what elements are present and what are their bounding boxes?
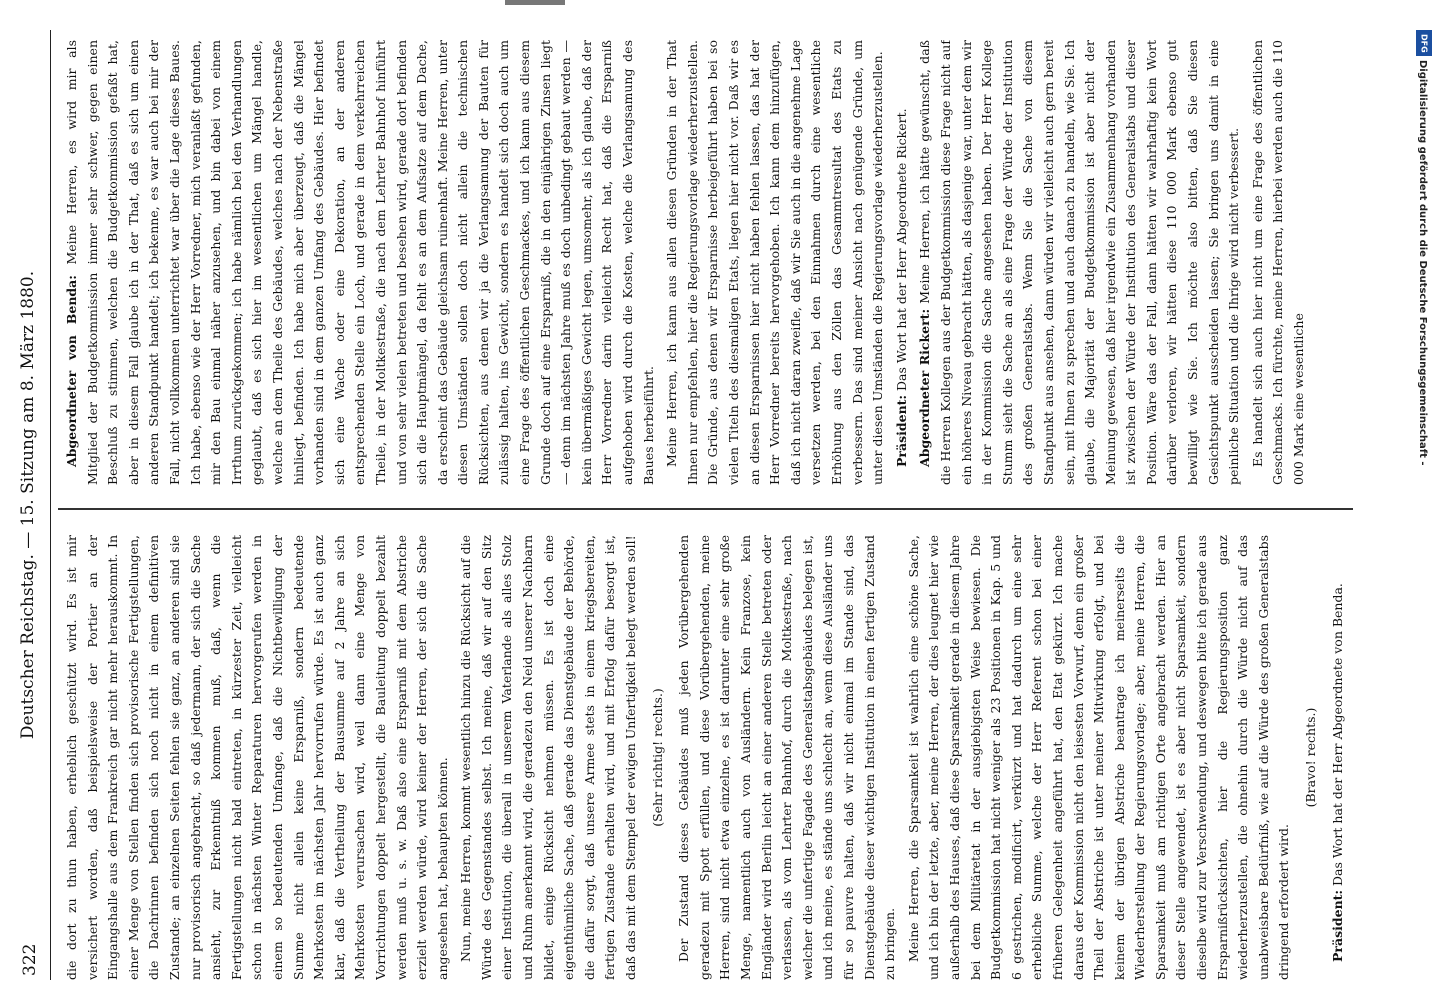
dfg-logo: DFG [1416,30,1432,56]
speaker-text: Das Wort hat der Herr Abgeordnete von Benda. [1329,583,1345,886]
paragraph: die dort zu thun haben, erheblich geschützt wird. Es ist mir versichert worden, daß beispielsweise der Portier an der Eingangshalle aus dem Frankreich gar nicht mehr herauskommt. In einer Menge von Stellen finden sich provisorische Fertigstellungen, die Dachrinnen befinden sich noch nicht in einem definitiven Zustande; an einzelnen Seiten fehlen sie ganz, an anderen sind sie nur provisorisch angebracht, so daß jedermann, der sich die Sache ansieht, zur Erkenntniß kommen muß, daß, wenn die Fertigstellungen nicht bald eintreten, in kürzester Zeit, vielleicht schon in nächsten Winter Reparaturen hervorgerufen werden in einem so bedeutenden Umfange, daß die Nichtbewilligung der Summe nicht allein keine Ersparniß, sondern bedeutende Mehrkosten im nächsten Jahr hervorrufen würde. Es ist auch ganz klar, daß die Vertheilung der Bausumme auf 2 Jahre an sich Mehrkosten verursachen wird, weil dann eine Menge von Vorrichtungen doppelt hergestellt, die Bauleitung doppelt bezahlt werden muß u. s. w. Daß also eine Ersparniß mit dem Abstriche erzielt werden würde, wird keiner der Herren, der sich die Sache angesehen hat, behaupten können. [64,535,450,980]
speaker-label: Abgeordneter von Benda: [64,275,79,467]
paragraph: Es handelt sich auch hier nicht um eine Frage des öffentlichen Geschmacks. Ich fürchte, meine Herren, hierbei werden auch die 110 000 Mark eine wesentliche [1249,40,1307,485]
interjection: (Bravo! rechts.) [1303,707,1319,808]
interjection: (Sehr richtig! rechts.) [649,688,665,827]
paragraph: Meine Herren, die Sparsamkeit ist wahrlich eine schöne Sache, und ich bin der letzte, aber, meine Herren, der dies leugnet hier wie außerhalb des Hauses, daß diese Sparsamkeit gerade in diesem Jahre bei dem Militäretat in der ausgiebigsten Weise bewiesen. Die Budgetkommission hat nicht weniger als 23 Positionen in Kap. 5 und 6 gestrichen, modificirt, verkürzt und hat dadurch um eine sehr erhebliche Summe, welche der Herr Referent schon bei einer früheren Gelegenheit angeführt hat, den Etat gekürzt. Ich mache daraus der Kommission nicht den leisesten Vorwurf, denn ein großer Theil der Abstriche ist unter meiner Mitwirkung erfolgt, und bei keinem der übrigen Abstriche beantrage ich meinerseits die Wiederherstellung der Regierungsvorlage; aber, meine Herren, die Sparsamkeit muß am richtigen Orte angebracht werden. Hier an dieser Stelle angewendet, ist es aber nicht Sparsamkeit, sondern dieselbe wird zur Verschwendung, und deswegen bitte ich gerade aus Ersparnißrücksichten, hier die Regierungsposition ganz wiederherzustellen, die ohnehin durch die Würde nicht auf das unabweisbare Bedürfniß, wie auf die Würde des großen Generalstabs dringend erfordert wird. [905,535,1292,980]
paragraph: Nun, meine Herren, kommt wesentlich hinzu die Rücksicht auf die Würde des Gegenstandes selbst. Ich meine, daß wir auf den Sitz einer Institution, die überall in unserem Vaterlande als alles Stolz und Ruhm anerkannt wird, die geradezu den Neid unserer Nachbarn bildet, einige Rücksicht nehmen müssen. Es ist doch eine eigenthümliche Sache, daß gerade das Dienstgebäude der Behörde, die dafür sorgt, daß unsere Armee stets in einem kriegsbereiten, fertigen Zustande erhalten wird, und mit Erfolg dafür besorgt ist, daß das mit dem Stempel der ewigen Unfertigkeit belegt werden soll! [458,535,639,980]
column-divider [58,509,1353,511]
right-column [62,40,1352,485]
speaker-label: Präsident: [893,394,909,467]
rotated-page [10,30,1380,980]
page-header [10,30,51,980]
left-column [62,535,1352,980]
speaker-label: Präsident: [1329,889,1345,962]
speaker-text: Meine Herren, es wird mir als Mitglied der Budgetkommission immer sehr schwer, gegen einen Beschluß zu stimmen, welchen die Budgetkommission gefaßt hat, aber in diesem Fall glaube ich in der That, daß es sich um einen anderen Standpunkt handelt; ich bekenne, es war auch bei mir der Fall, nicht vollkommen unterrichtet war über die Lage dieses Baues. Ich habe, ebenso wie der Herr Vorredner, mich veranlaßt gefunden, mir den Bau einmal näher anzusehen, und bin dabei von einem Irrthum zurückgekommen; ich habe nämlich bei den Verhandlungen geglaubt, daß es sich hier im wesentlichen um Mängel handle, welche an dem Theile des Gebäudes, welches nach der Nebenstraße hinliegt, befinden. Ich habe mich aber überzeugt, daß die Mängel vorhanden sind in dem ganzen Umfang des Gebäudes. Hier befindet sich eine Wache oder eine Dekoration, an der anderen entsprechenden Stelle ein Loch, und gerade in dem verkehrreichen Theile, in der Moltkestraße, die nach dem Lehrter Bahnhof hinführt und von sehr vielen betreten und besehen wird, gerade dort befinden sich die Hauptmängel, da fehlt es an dem Aufsatze auf dem Dache, da erscheint das Gebäude gleichsam ruinenhaft. Meine Herren, unter diesen Umständen sollen doch nicht allein die technischen Rücksichten, aus denen wir ja die Verlangsamung der Bauten für zulässig halten, ins Gewicht, sondern es handelt sich doch auch um eine Frage des öffentlichen Geschmackes, und ich kann aus diesem Grunde doch auf eine Ersparniß, die in den einjährigen Zinsen liegt — denn im nächsten Jahre muß es doch unbedingt gebaut werden — kein übermäßiges Gewicht legen, umsomehr, als ich glaube, daß der Herr Vorredner darin vielleicht Recht hat, daß die Ersparniß aufgehoben wird durch die Kosten, welche die Verlangsamung des Baues herbeiführt. [64,40,656,485]
speaker-paragraph [915,40,1245,485]
page-number: 322 [20,943,40,976]
scan-mark [505,0,565,5]
speaker-paragraph [1328,535,1349,980]
speaker-paragraph [62,40,659,485]
speaker-text: Meine Herren, ich hätte gewünscht, daß die Herren Kollegen aus der Budgetkommission diese Frage nicht auf ein höheres Niveau gebracht hätten, als dasjenige war, unter dem wir in der Kommission die Sache angesehen haben. Der Herr Kollege Stumm sieht die Sache an als eine Frage der Würde der Institution des großen Generalstabs. Wenn Sie die Sache von diesem Standpunkt aus ansehen, dann würden wir vielleicht auch gern bereit sein, mit Ihnen zu sprechen und auch danach zu handeln, wie Sie. Ich glaube, die Majorität der Budgetkommission ist aber nicht der Meinung gewesen, daß hier irgendwie ein Zusammenhang vorhanden ist zwischen der Würde der Institution des Generalstabs und dieser Position. Wäre das der Fall, dann hätten wir wahrhaftig kein Wort darüber verloren, wir hätten diese 110 000 Mark ebenso gut bewilligt wie Sie. Ich möchte also bitten, daß Sie diesen Gesichtspunkt ausscheiden lassen; Sie bringen uns damit in eine peinliche Situation und die Ihrige wird nicht verbessert. [917,40,1242,485]
paragraph: Meine Herren, ich kann aus allen diesen Gründen in der That Ihnen nur empfehlen, hier die Regierungsvorlage wiederherzustellen. Die Gründe, aus denen wir Ersparnisse herbeigeführt haben bei so vielen Titeln des diesmaligen Etats, liegen hier nicht vor. Daß wir es an diesen Ersparnissen hier nicht haben fehlen lassen, das hat der Herr Vorredner bereits hervorgehoben. Ich kann dem hinzufügen, daß ich nicht daran zweifle, daß wir Sie auch in die angenehme Lage versetzen werden, bei den Einnahmen durch eine wesentliche Erhöhung aus den Zöllen das Gesammtresultat des Etats zu verbessern. Das sind meiner Ansicht nach genügende Gründe, um unter diesen Umständen die Regierungsvorlage wiederherzustellen. [664,40,886,485]
speaker-paragraph [892,40,913,485]
speaker-text: Das Wort hat der Herr Abgeordnete Rickert. [893,108,909,391]
speaker-label: Abgeordneter Rickert: [917,308,933,467]
digitization-notice [1416,60,1430,940]
page-title: Deutscher Reichstag. — 15. Sitzung am 8. März 1880. [18,270,38,740]
digitization-text: Digitalisierung gefördert durch die Deutsche Forschungsgemeinschaft - [1417,60,1428,466]
paragraph: Der Zustand dieses Gebäudes muß jeden Vorübergehenden geradezu mit Spott erfüllen, und diese Vorübergehenden, meine Herren, sind nicht etwa einzelne, es ist darunter eine sehr große Menge, namentlich auch von Ausländern. Kein Franzose, kein Engländer wird Berlin leicht an einer anderen Stelle betreten oder verlassen, als vom Lehrter Bahnhof, durch die Moltkestraße, nach welcher die unfertige Fagade des Generalstabsgebäudes belegen ist, und ich meine, es stände uns schlecht an, wenn diese Ausländer uns für so pauvre halten, daß wir nicht einmal im Stande sind, das Dienstgebäude dieser wichtigen Institution in einen fertigen Zustand zu bringen. [676,535,898,980]
